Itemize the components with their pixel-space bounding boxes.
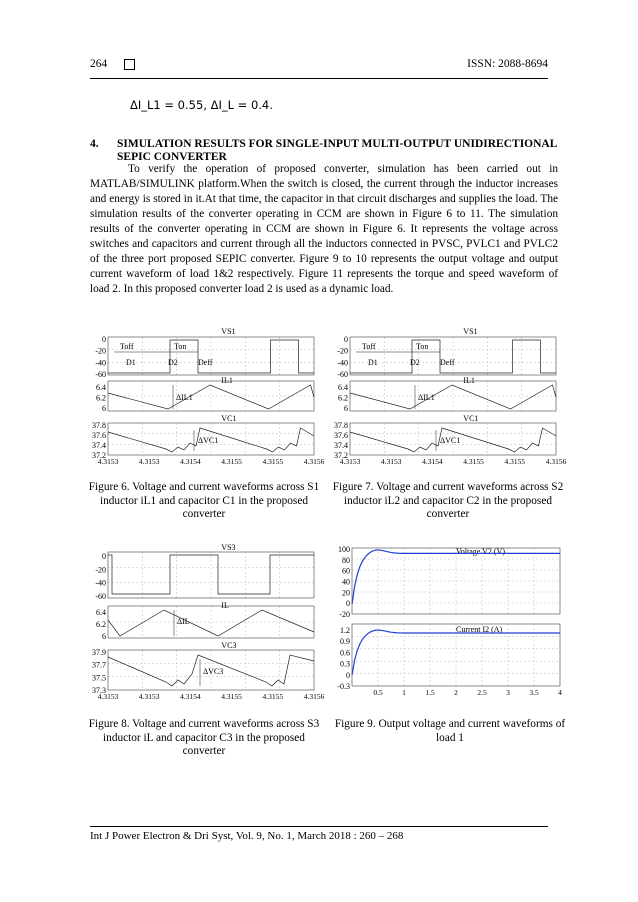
- y-tick-label: 1.2: [340, 626, 350, 635]
- capacitor-voltage-title: VC3: [221, 641, 237, 650]
- y-tick-label: 40: [342, 577, 350, 587]
- current-panel-title: Current I2 (A): [456, 625, 503, 634]
- figure-7-plot: [330, 323, 567, 473]
- y-tick-label: -20: [339, 610, 350, 619]
- y-tick-label: 6.2: [96, 393, 106, 403]
- y-tick-label: 37.2: [92, 451, 106, 460]
- y-tick-label: 6.2: [96, 620, 106, 629]
- y-tick-label: 100: [338, 545, 350, 554]
- delta-il-label: ΔIL: [177, 617, 190, 626]
- y-tick-label: 37.9: [92, 648, 106, 657]
- figure-8: [88, 540, 325, 708]
- x-tick-label: 1: [402, 688, 406, 697]
- toff-label: Toff: [120, 342, 134, 351]
- y-tick-label: 0: [102, 552, 106, 561]
- y-tick-label: 0: [346, 670, 350, 680]
- body-paragraph: [90, 162, 558, 297]
- switch-voltage-trace: [108, 340, 314, 373]
- delta-vc-label: ΔVC1: [198, 436, 219, 445]
- y-tick-label: 60: [342, 566, 350, 576]
- toff-label: Toff: [362, 342, 376, 351]
- y-tick-label: 37.2: [334, 451, 348, 460]
- inductor-current-title: IL1: [463, 376, 475, 385]
- journal-issn: ISSN: 2088-8694: [467, 58, 548, 70]
- x-tick-label: 4.3156: [303, 457, 325, 466]
- figure-9-plot: [330, 540, 566, 708]
- delta-vc-label: ΔVC3: [203, 667, 224, 676]
- y-tick-label: 0.9: [340, 637, 350, 647]
- figure-9-caption: Figure 9. Output voltage and current waveforms of load 1: [334, 718, 566, 744]
- x-tick-label: 4.3155: [262, 457, 284, 466]
- figure-6-plot: [88, 323, 325, 473]
- x-tick-label: 0.5: [373, 688, 383, 697]
- x-tick-label: 4.3155: [463, 457, 484, 466]
- y-tick-label: 6.4: [96, 608, 106, 617]
- y-tick-label: 0.3: [340, 659, 350, 669]
- figure-7-caption: Figure 7. Voltage and current waveforms across S2 inductor iL2 and capacitor C2 in the proposed converter: [332, 481, 564, 520]
- switch-voltage-title: VS3: [221, 543, 236, 552]
- section-heading: [90, 138, 558, 164]
- figure-9: [330, 540, 566, 708]
- x-tick-label: 4.3153: [339, 457, 361, 466]
- y-tick-label: 6: [344, 404, 348, 413]
- y-tick-label: 80: [342, 555, 350, 565]
- d2-label: D2: [410, 358, 420, 367]
- footer-citation: Int J Power Electron & Dri Syst, Vol. 9, No. 1, March 2018 : 260 – 268: [90, 830, 404, 842]
- y-tick-label: -20: [95, 565, 106, 575]
- x-tick-label: 3.5: [529, 688, 539, 697]
- x-tick-label: 4.3153: [380, 457, 402, 466]
- delta-vc-label: ΔVC1: [440, 436, 461, 445]
- y-tick-label: 6: [102, 632, 106, 641]
- y-tick-label: 20: [342, 588, 350, 598]
- y-tick-label: 0: [346, 599, 350, 609]
- y-tick-label: 37.4: [92, 441, 106, 450]
- ton-label: Ton: [174, 342, 187, 351]
- x-tick-label: 2.5: [477, 688, 487, 697]
- footer-rule: [90, 826, 548, 827]
- y-tick-label: 37.8: [334, 421, 348, 430]
- x-tick-label: 4: [558, 688, 562, 697]
- figure-8-plot: [88, 540, 325, 708]
- y-tick-label: 6.2: [338, 393, 348, 403]
- y-tick-label: 37.6: [334, 431, 348, 440]
- y-tick-label: 0: [102, 335, 106, 344]
- switch-voltage-title: VS1: [463, 327, 478, 336]
- figure-6-caption: Figure 6. Voltage and current waveforms across S1 inductor iL1 and capacitor C1 in the proposed converter: [88, 481, 320, 520]
- x-tick-label: 4.3153: [97, 457, 119, 466]
- section-number: 4.: [90, 138, 99, 150]
- y-tick-label: 6.4: [96, 383, 106, 392]
- x-tick-label: 4.3153: [138, 457, 160, 466]
- header-rule: [90, 78, 548, 79]
- y-tick-label: -60: [95, 592, 106, 601]
- switch-voltage-trace: [350, 340, 556, 373]
- capacitor-voltage-title: VC1: [221, 414, 237, 423]
- ton-label: Ton: [416, 342, 429, 351]
- x-tick-label: 4.3154: [422, 457, 443, 466]
- y-tick-label: -40: [337, 358, 348, 368]
- figure-6: [88, 323, 325, 473]
- y-tick-label: 0: [344, 335, 348, 344]
- plot-frame: [108, 552, 314, 598]
- figure-7: [330, 323, 567, 473]
- d1-label: D1: [368, 358, 378, 367]
- x-tick-label: 4.3153: [138, 692, 160, 701]
- paragraph-text: To verify the operation of proposed converter, simulation has been carried out in MATLAB/SIMULINK platform.When the switch is closed, the current through the inductor increases and energy is stored in it.At that time, the capacitor in that circuit discharges and supplies the load. The simulation results of the converter operating in CCM are shown in Figure 6 to 11. The simulation results of the converter operating in CCM are shown in Figure 6. It represents the voltage across switches and capacitors and current through all the inductors connected in PVSC, PVLC1 and PVLC2 of the three port proposed SEPIC converter. Figure 9 to 10 represents the output voltage and output current waveform of load 1&2 respectively. Figure 11 represents the torque and speed waveform of load 2. In this proposed converter load 2 is used as a dynamic load.: [90, 163, 558, 295]
- y-tick-label: 37.7: [92, 660, 106, 670]
- inductor-current-title: IL1: [221, 376, 233, 385]
- equation: ΔI_L1 = 0.55, ΔI_L = 0.4.: [130, 98, 273, 112]
- y-tick-label: 37.5: [92, 673, 106, 683]
- d1-label: D1: [126, 358, 136, 367]
- y-tick-label: -40: [95, 578, 106, 588]
- d2-label: D2: [168, 358, 178, 367]
- x-tick-label: 4.3155: [262, 692, 284, 701]
- y-tick-label: 37.4: [334, 441, 348, 450]
- y-tick-label: -60: [337, 370, 348, 379]
- page-number: 264: [90, 58, 108, 70]
- x-tick-label: 4.3153: [97, 692, 119, 701]
- figure-8-caption: Figure 8. Voltage and current waveforms across S3 inductor iL and capacitor C3 in the proposed converter: [88, 718, 320, 757]
- x-tick-label: 1.5: [425, 688, 435, 697]
- deff-label: Deff: [198, 358, 213, 367]
- delta-il-label: ΔIL1: [176, 393, 193, 402]
- x-tick-label: 4.3156: [303, 692, 325, 701]
- y-tick-label: 37.6: [92, 431, 106, 440]
- y-tick-label: -40: [95, 358, 106, 368]
- delta-il-label: ΔIL1: [418, 393, 435, 402]
- inductor-current-title: IL: [221, 601, 229, 610]
- y-tick-label: 6: [102, 404, 106, 413]
- section-title: SIMULATION RESULTS FOR SINGLE-INPUT MULTI-OUTPUT UNIDIRECTIONAL SEPIC CONVERTER: [117, 138, 557, 163]
- x-tick-label: 4.3155: [221, 457, 242, 466]
- checkbox-glyph-icon: [124, 59, 135, 70]
- x-tick-label: 4.3156: [545, 457, 567, 466]
- x-tick-label: 3: [506, 688, 510, 697]
- capacitor-voltage-title: VC1: [463, 414, 479, 423]
- y-tick-label: 6.4: [338, 383, 348, 392]
- y-tick-label: 37.8: [92, 421, 106, 430]
- voltage-panel-title: Voltage V2 (V): [456, 547, 506, 556]
- y-tick-label: -0.3: [337, 682, 350, 691]
- y-tick-label: 37.3: [92, 686, 106, 695]
- x-tick-label: 4.3154: [180, 692, 201, 701]
- x-tick-label: 4.3155: [221, 692, 242, 701]
- x-tick-label: 2: [454, 688, 458, 697]
- switch-voltage-title: VS1: [221, 327, 236, 336]
- x-tick-label: 4.3155: [504, 457, 526, 466]
- deff-label: Deff: [440, 358, 455, 367]
- x-tick-label: 4.3154: [180, 457, 201, 466]
- y-tick-label: 0.6: [340, 648, 350, 658]
- y-tick-label: -20: [95, 346, 106, 356]
- y-tick-label: -20: [337, 346, 348, 356]
- y-tick-label: -60: [95, 370, 106, 379]
